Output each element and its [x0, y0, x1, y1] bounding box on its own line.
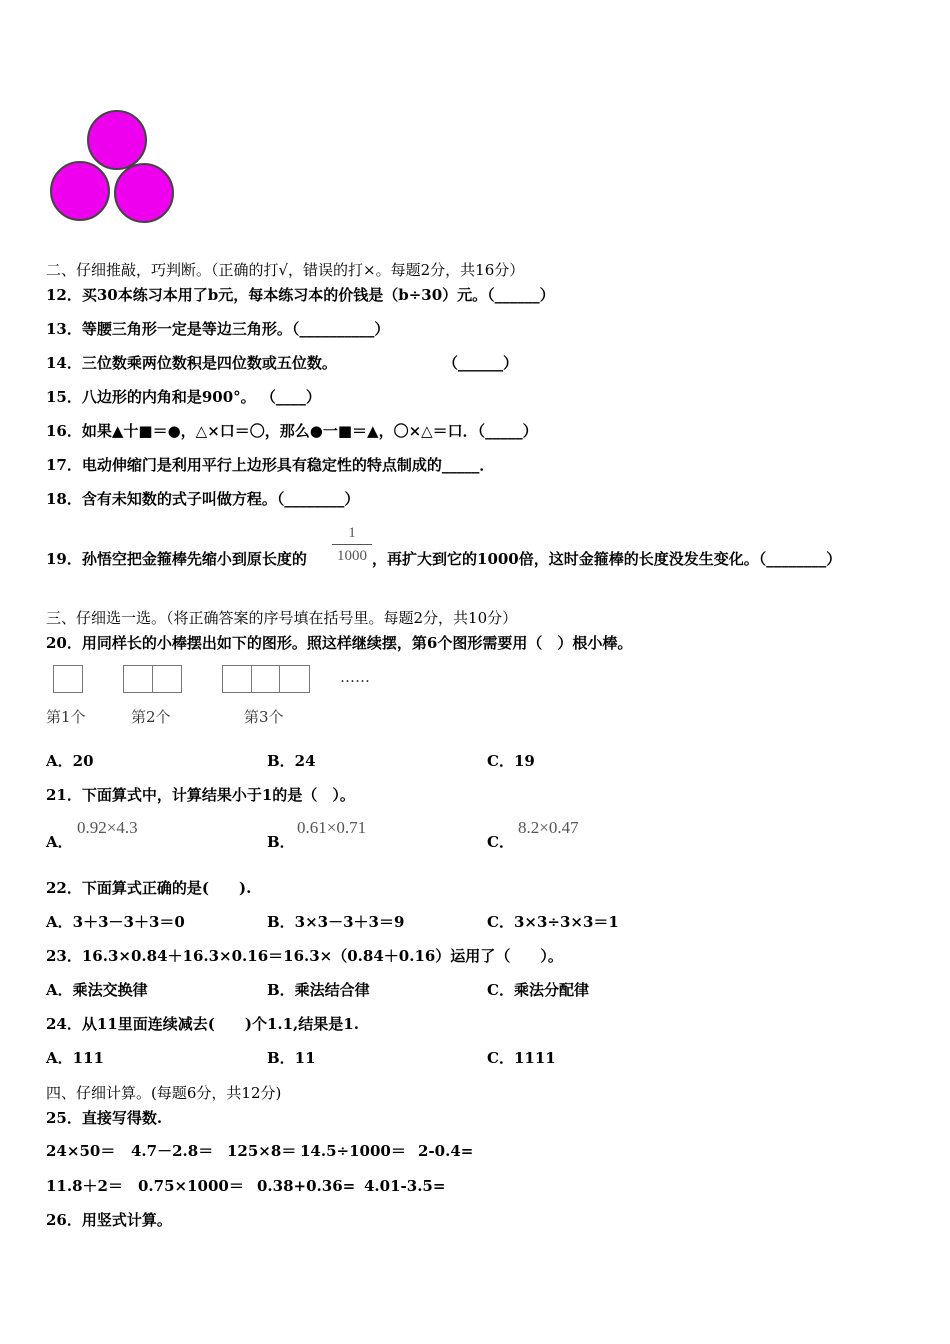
question-14: 14．三位数乘两位数积是四位数或五位数。: [46, 354, 337, 372]
caption-2: 第2个: [131, 708, 171, 726]
q20-option-c: C．19: [487, 752, 535, 770]
circle-left: [50, 161, 110, 221]
q21-expr-c: 8.2×0.47: [518, 818, 579, 837]
q21-expr-b: 0.61×0.71: [297, 818, 367, 837]
q21-label-b: B．: [267, 833, 295, 851]
calc-1-3: 125×8＝: [227, 1142, 297, 1160]
question-24: 24．从11里面连续减去( )个1.1,结果是1.: [46, 1015, 359, 1033]
section2-heading: 二、仔细推敲，巧判断。（正确的打√，错误的打×。每题2分，共16分）: [46, 261, 525, 279]
calc-1-4: 14.5÷1000＝: [300, 1142, 406, 1160]
stick-figure-1: [53, 665, 83, 693]
q24-option-c: C．1111: [487, 1049, 556, 1067]
question-16: 16．如果▲十■＝●，△×口＝〇，那么●一■＝▲，〇×△＝口．（_____）: [46, 422, 538, 440]
question-17: 17．电动伸缩门是利用平行上边形具有稳定性的特点制成的_____．: [46, 456, 495, 474]
question-12: 12．买30本练习本用了b元，每本练习本的价钱是（b÷30）元。（______）: [46, 286, 555, 304]
calc-1-1: 24×50＝: [46, 1142, 116, 1160]
question-21: 21．下面算式中，计算结果小于1的是（ ）。: [46, 786, 355, 804]
q20-option-a: A．20: [46, 752, 94, 770]
q23-option-a: A．乘法交换律: [46, 981, 148, 999]
q24-option-b: B．11: [267, 1049, 316, 1067]
calc-1-5: 2-0.4=: [418, 1142, 474, 1160]
question-14-blank: （______）: [443, 354, 519, 372]
q22-option-c: C．3×3÷3×3＝1: [487, 913, 619, 931]
fraction-numerator: 1: [348, 525, 356, 541]
question-19-end: ，再扩大到它的1000倍，这时金箍棒的长度没发生变化。（________）: [372, 550, 842, 568]
figure-ellipsis: ……: [340, 668, 370, 686]
calc-2-3: 0.38+0.36=: [257, 1177, 356, 1195]
caption-1: 第1个: [46, 708, 86, 726]
question-20: 20．用同样长的小棒摆出如下的图形。照这样继续摆，第6个图形需要用（ ）根小棒。: [46, 634, 633, 652]
calc-2-4: 4.01-3.5=: [364, 1177, 446, 1195]
question-15: 15．八边形的内角和是900°。 （____）: [46, 388, 321, 406]
q21-label-a: A．: [46, 833, 73, 851]
q24-option-a: A．111: [46, 1049, 104, 1067]
stick-figure-2: [123, 665, 182, 693]
section4-heading: 四、仔细计算。(每题6分，共12分): [46, 1084, 282, 1102]
fraction-1-1000: [332, 524, 372, 565]
question-25: 25．直接写得数.: [46, 1109, 163, 1127]
question-19-start: 19．孙悟空把金箍棒先缩小到原长度的: [46, 550, 307, 568]
fraction-bar: [332, 544, 372, 545]
question-23: 23．16.3×0.84＋16.3×0.16＝16.3×（0.84＋0.16）运用了（ ）。: [46, 947, 563, 965]
section3-heading: 三、仔细选一选。（将正确答案的序号填在括号里。每题2分，共10分）: [46, 609, 518, 627]
calc-2-2: 0.75×1000＝: [138, 1177, 244, 1195]
q21-expr-a: 0.92×4.3: [77, 818, 138, 837]
calc-2-1: 11.8＋2＝: [46, 1177, 123, 1195]
stick-figure-3: [222, 665, 310, 693]
question-13: 13．等腰三角形一定是等边三角形。（__________）: [46, 320, 390, 338]
q22-option-b: B．3×3－3＋3＝9: [267, 913, 405, 931]
question-18: 18．含有未知数的式子叫做方程。（________）: [46, 490, 360, 508]
q22-option-a: A．3＋3－3＋3＝0: [46, 913, 185, 931]
question-26: 26．用竖式计算。: [46, 1211, 172, 1229]
circle-top: [87, 110, 147, 170]
caption-3: 第3个: [244, 708, 284, 726]
calc-1-2: 4.7－2.8＝: [131, 1142, 214, 1160]
q23-option-b: B．乘法结合律: [267, 981, 370, 999]
question-22: 22．下面算式正确的是( ).: [46, 879, 252, 897]
q20-option-b: B．24: [267, 752, 316, 770]
circle-right: [114, 163, 174, 223]
q23-option-c: C．乘法分配律: [487, 981, 589, 999]
fraction-denominator: 1000: [337, 548, 367, 564]
q21-label-c: C．: [487, 833, 514, 851]
